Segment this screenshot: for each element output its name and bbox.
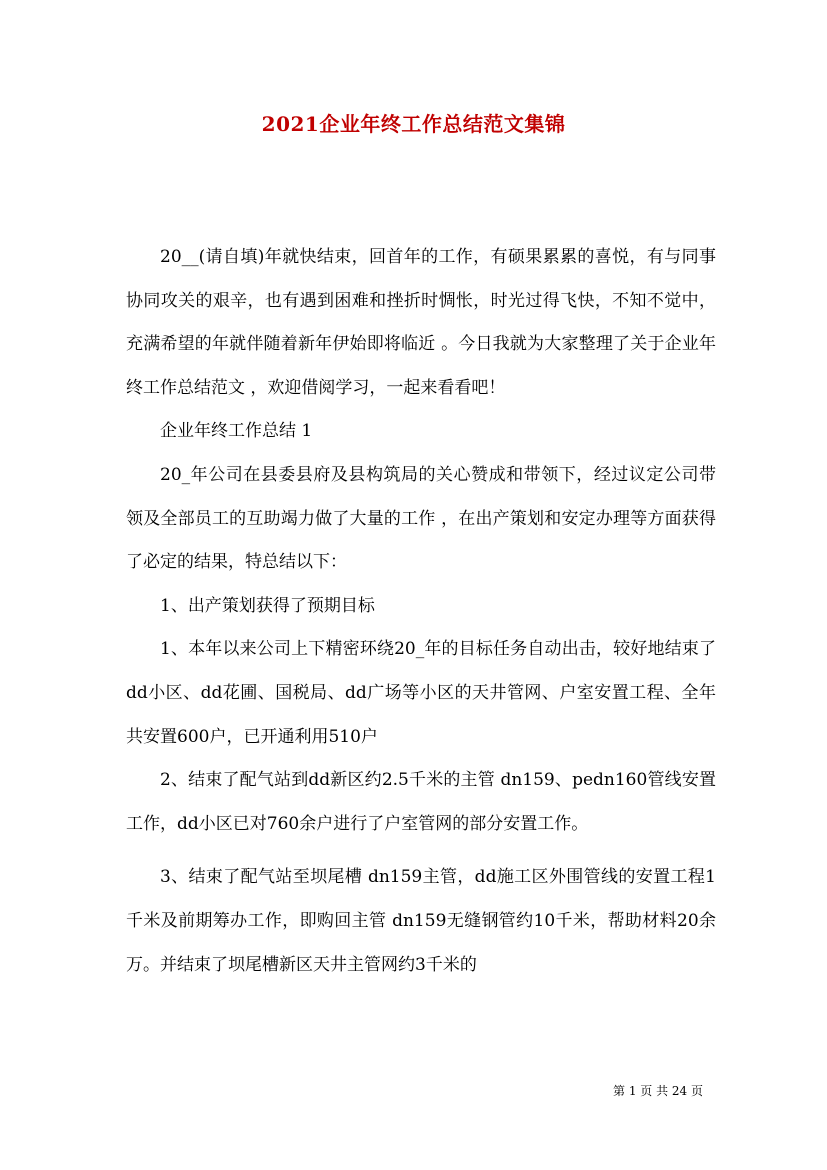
subsection-heading: 1、出产策划获得了预期目标 (160, 595, 375, 616)
body-paragraph: 20_年公司在县委县府及县构筑局的关心赞成和带领下，经过议定公司带领及全部员工的互助竭力做了大量的工作 ，在出产策划和安定办理等方面获得了必定的结果，特总结以下： (126, 464, 716, 573)
document-title: 2021企业年终工作总结范文集锦 (261, 112, 566, 136)
list-item-paragraph: 3、结束了配气站至坝尾槽 dn159主管，dd施工区外围管线的安置工程1千米及前期筹办工作，即购回主管 dn159无缝钢管约10千米，帮助材料20余万。并结束了坝尾槽新区天井主管网约3千米的 (126, 867, 716, 975)
page-number: 第 1 页 共 24 页 (613, 1084, 703, 1098)
intro-paragraph: 20__(请自填)年就快结束，回首年的工作，有硕果累累的喜悦，有与同事协同攻关的艰辛，也有遇到困难和挫折时惆怅，时光过得飞快，不知不觉中，充满希望的年就伴随着新年伊始即将临近 。今日我就为大家整理了关于企业年终工作总结范文 ，欢迎借阅学习，一起来看看吧！ (126, 247, 716, 398)
list-item-paragraph: 1、本年以来公司上下精密环绕20_年的目标任务自动出击，较好地结束了dd小区、dd花圃、国税局、dd广场等小区的天井管网、户室安置工程、全年共安置600户，已开通利用510户 (126, 639, 716, 747)
list-item-paragraph: 2、结束了配气站到dd新区约2.5千米的主管 dn159、pedn160管线安置工作，dd小区已对760余户进行了户室管网的部分安置工作。 (126, 770, 716, 834)
section-heading: 企业年终工作总结 1 (160, 421, 313, 442)
document-body (126, 236, 716, 987)
